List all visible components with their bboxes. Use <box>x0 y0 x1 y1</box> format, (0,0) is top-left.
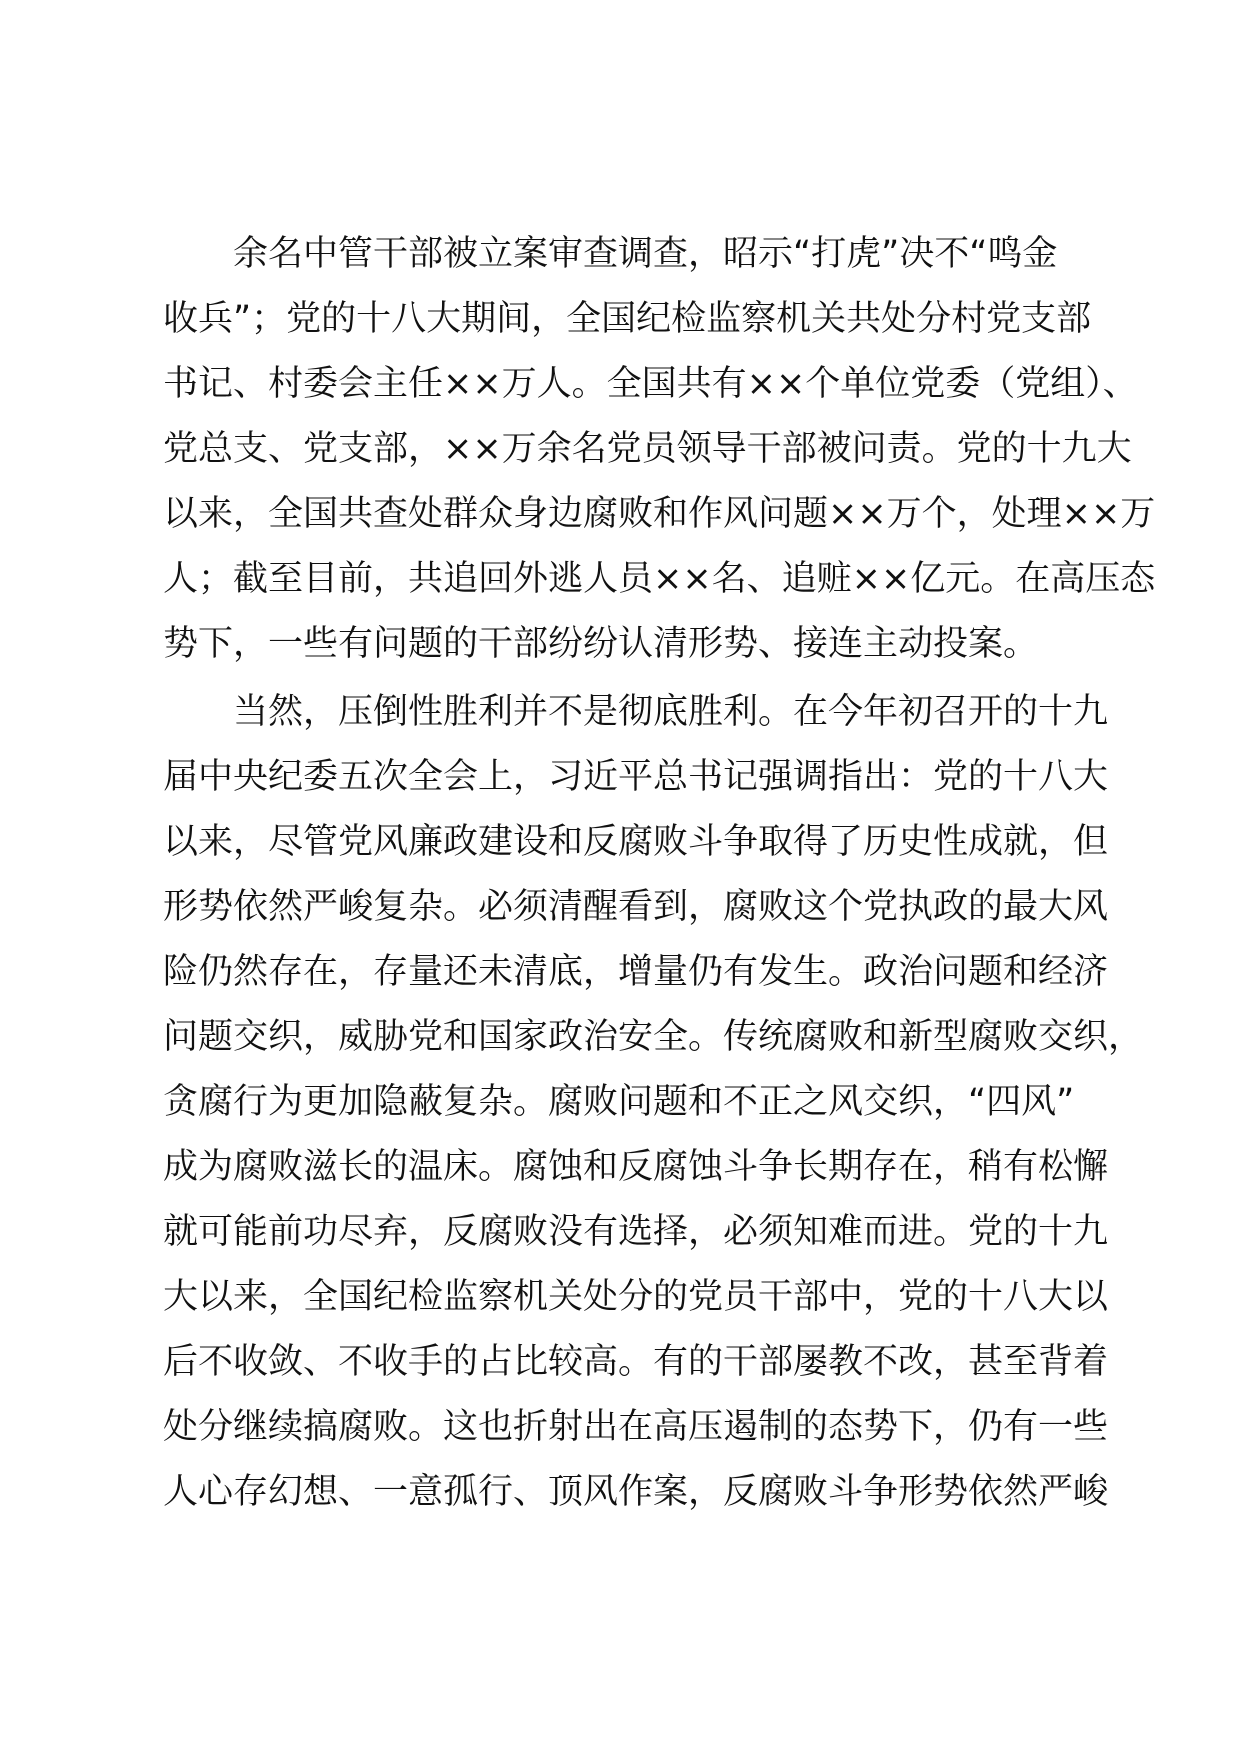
paragraph-line: 人；截至目前，共追回外逃人员××名、追赃××亿元。在高压态 <box>163 559 1156 599</box>
paragraph-line: 人心存幻想、一意孤行、顶风作案，反腐败斗争形势依然严峻 <box>163 1472 1109 1512</box>
paragraph-1 <box>163 222 1156 677</box>
paragraph-line: 当然，压倒性胜利并不是彻底胜利。在今年初召开的十九 <box>233 692 1109 732</box>
paragraph-line: 以来，全国共查处群众身边腐败和作风问题××万个，处理××万 <box>163 494 1156 534</box>
paragraph-2 <box>163 680 1144 1525</box>
paragraph-line: 处分继续搞腐败。这也折射出在高压遏制的态势下，仍有一些 <box>163 1407 1109 1447</box>
paragraph-line: 后不收敛、不收手的占比较高。有的干部屡教不改，甚至背着 <box>163 1342 1109 1382</box>
paragraph-line: 贪腐行为更加隐蔽复杂。腐败问题和不正之风交织，“四风” <box>163 1082 1075 1122</box>
paragraph-line: 势下，一些有问题的干部纷纷认清形势、接连主动投案。 <box>163 624 1039 664</box>
paragraph-line: 以来，尽管党风廉政建设和反腐败斗争取得了历史性成就，但 <box>163 822 1109 862</box>
paragraph-line: 大以来，全国纪检监察机关处分的党员干部中，党的十八大以 <box>163 1277 1109 1317</box>
paragraph-line: 成为腐败滋长的温床。腐蚀和反腐蚀斗争长期存在，稍有松懈 <box>163 1147 1109 1187</box>
paragraph-line: 余名中管干部被立案审查调查，昭示“打虎”决不“鸣金 <box>233 234 1058 274</box>
paragraph-line: 问题交织，威胁党和国家政治安全。传统腐败和新型腐败交织， <box>163 1017 1144 1057</box>
document-body <box>163 222 1156 1525</box>
paragraph-line: 形势依然严峻复杂。必须清醒看到，腐败这个党执政的最大风 <box>163 887 1109 927</box>
paragraph-line: 书记、村委会主任××万人。全国共有××个单位党委（党组）、 <box>163 364 1138 404</box>
paragraph-line: 届中央纪委五次全会上，习近平总书记强调指出：党的十八大 <box>163 757 1109 797</box>
paragraph-line: 党总支、党支部，××万余名党员领导干部被问责。党的十九大 <box>163 429 1132 469</box>
paragraph-line: 就可能前功尽弃，反腐败没有选择，必须知难而进。党的十九 <box>163 1212 1109 1252</box>
paragraph-line: 收兵”；党的十八大期间，全国纪检监察机关共处分村党支部 <box>163 299 1092 339</box>
paragraph-line: 险仍然存在，存量还未清底，增量仍有发生。政治问题和经济 <box>163 952 1109 992</box>
